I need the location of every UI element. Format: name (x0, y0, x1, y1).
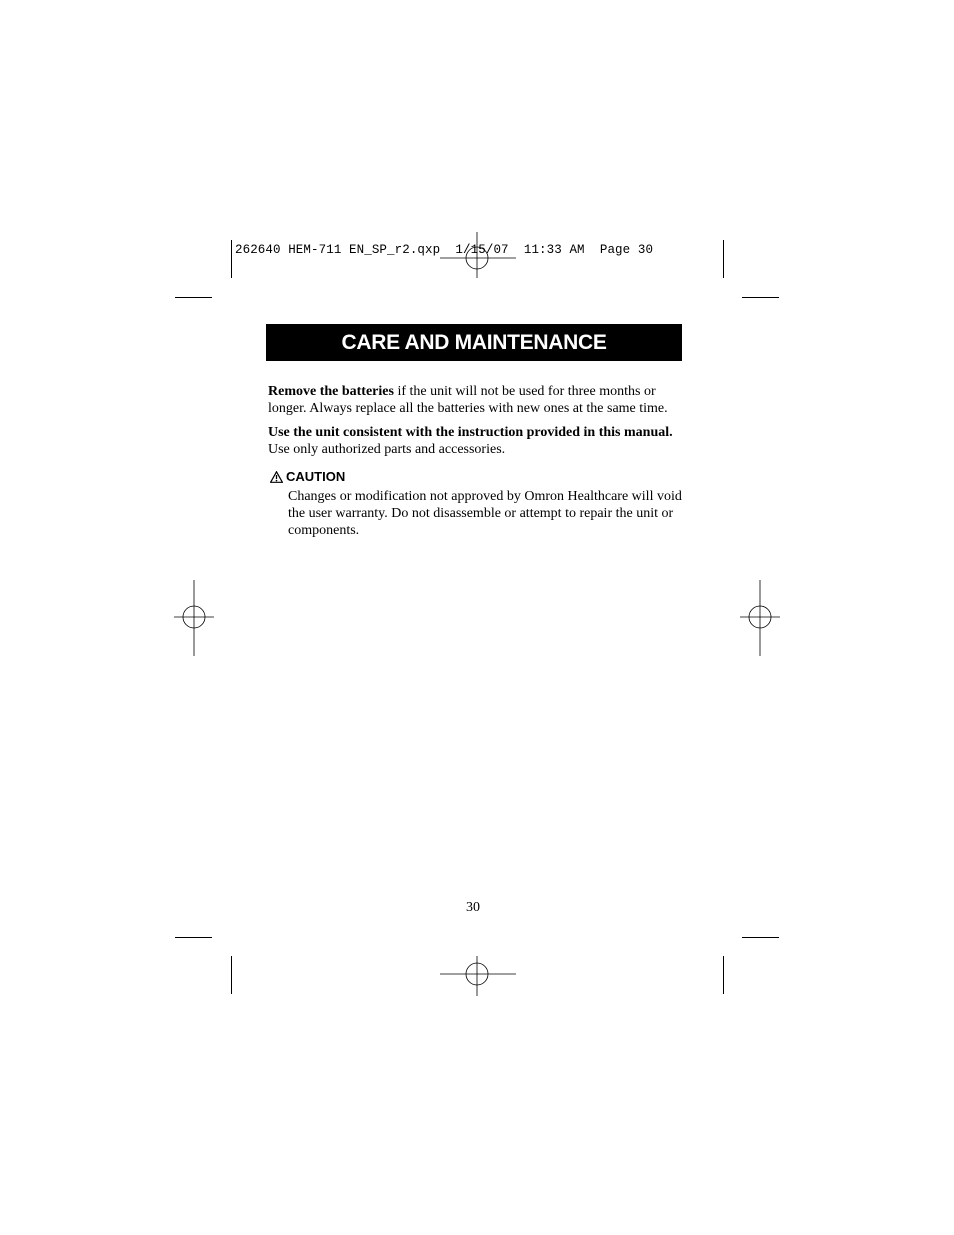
paragraph-batteries (268, 384, 688, 417)
paragraph-text: if the unit will not be used for three months or longer. Always replace all the batteries with new ones at the same time. (268, 384, 668, 416)
print-slug-line: 262640 HEM-711 EN_SP_r2.qxp 1/15/07 11:33 AM Page 30 (235, 243, 654, 257)
crop-mark (742, 297, 779, 298)
crop-mark (175, 297, 212, 298)
registration-mark-left (174, 580, 214, 656)
crop-mark (723, 956, 724, 994)
page-number: 30 (466, 900, 480, 915)
section-title-bar (266, 324, 682, 361)
crop-mark (231, 240, 232, 278)
registration-mark-bottom (440, 956, 516, 996)
paragraph-usage (268, 425, 688, 458)
registration-mark-right (740, 580, 780, 656)
crop-mark (175, 937, 212, 938)
warning-triangle-icon (270, 471, 283, 483)
caution-label: CAUTION (286, 469, 346, 484)
paragraph-text: Use only authorized parts and accessories. (268, 441, 506, 457)
caution-text: Changes or modification not approved by Omron Healthcare will void the user warranty. Do not disassemble or attempt to repair the unit or components. (288, 489, 682, 538)
paragraph-lead: Remove the batteries (268, 384, 394, 399)
crop-mark (723, 240, 724, 278)
section-title: CARE AND MAINTENANCE (341, 331, 607, 354)
crop-mark (231, 956, 232, 994)
crop-mark (742, 937, 779, 938)
caution-heading (270, 469, 345, 484)
paragraph-lead: Use the unit consistent with the instruction provided in this manual. (268, 425, 673, 440)
